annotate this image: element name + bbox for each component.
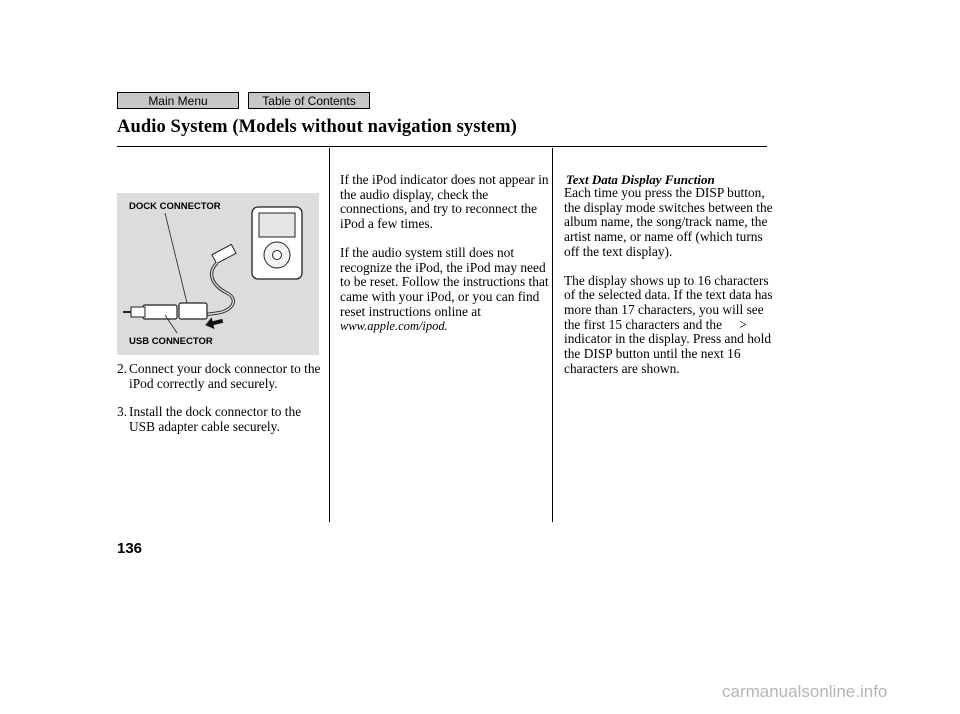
ipod-connection-drawing bbox=[117, 193, 319, 355]
paragraph bbox=[340, 246, 550, 334]
usb-connector-label: USB CONNECTOR bbox=[129, 336, 213, 347]
step-text: Install the dock connector to the USB adapter cable securely. bbox=[129, 404, 302, 435]
paragraph bbox=[564, 274, 774, 377]
title-rule bbox=[117, 146, 767, 147]
ipod-connection-illustration bbox=[117, 193, 319, 355]
column-divider-left bbox=[329, 148, 330, 522]
step-number: 3. bbox=[117, 404, 128, 420]
page-number: 136 bbox=[117, 540, 143, 557]
text-data-display-description bbox=[564, 186, 774, 376]
step-item bbox=[117, 362, 327, 391]
paragraph: If the iPod indicator does not appear in the audio display, check the connections, and try to reconnect the iPod a few times. bbox=[340, 172, 549, 232]
instruction-steps bbox=[117, 362, 327, 449]
more-text-indicator-icon: > bbox=[739, 316, 747, 332]
paragraph-text: The display shows up to 16 characters of the selected data. If the text data has more than 17 characters, you will see the first 15 characters and the bbox=[564, 272, 773, 332]
watermark: carmanualsonline.info bbox=[722, 682, 888, 701]
step-text: Connect your dock connector to the iPod correctly and securely. bbox=[129, 361, 321, 391]
reset-instructions-text: If the audio system still does not recognize the iPod, the iPod may need to be reset. Follow the instructions that came with your iPod, or you can find reset instructions online at bbox=[340, 244, 549, 319]
usb-tip bbox=[131, 307, 145, 317]
section-subheading: Text Data Display Function bbox=[566, 172, 715, 187]
column-divider-right bbox=[552, 148, 553, 522]
step-number: 2. bbox=[117, 361, 128, 376]
dock-connector-leader bbox=[165, 213, 187, 303]
ipod-screen bbox=[259, 213, 295, 237]
dock-connector-housing bbox=[179, 303, 207, 319]
main-menu-button[interactable]: Main Menu bbox=[117, 92, 239, 109]
table-of-contents-button[interactable]: Table of Contents bbox=[248, 92, 370, 109]
apple-url-link[interactable]: www.apple.com/ipod. bbox=[340, 319, 448, 334]
page-title: Audio System (Models without navigation system) bbox=[117, 117, 517, 137]
paragraph: Each time you press the DISP button, the display mode switches between the album name, the song/track name, the artist name, or name off (which turns off the text display). bbox=[564, 185, 773, 259]
paragraph-text: indicator in the display. Press and hold the DISP button until the next 16 characters are shown. bbox=[564, 331, 772, 376]
ipod-troubleshooting-text bbox=[340, 173, 550, 334]
usb-plug bbox=[143, 305, 177, 319]
dock-plug bbox=[212, 244, 236, 263]
dock-connector-label: DOCK CONNECTOR bbox=[129, 201, 221, 212]
step-item bbox=[117, 405, 327, 434]
